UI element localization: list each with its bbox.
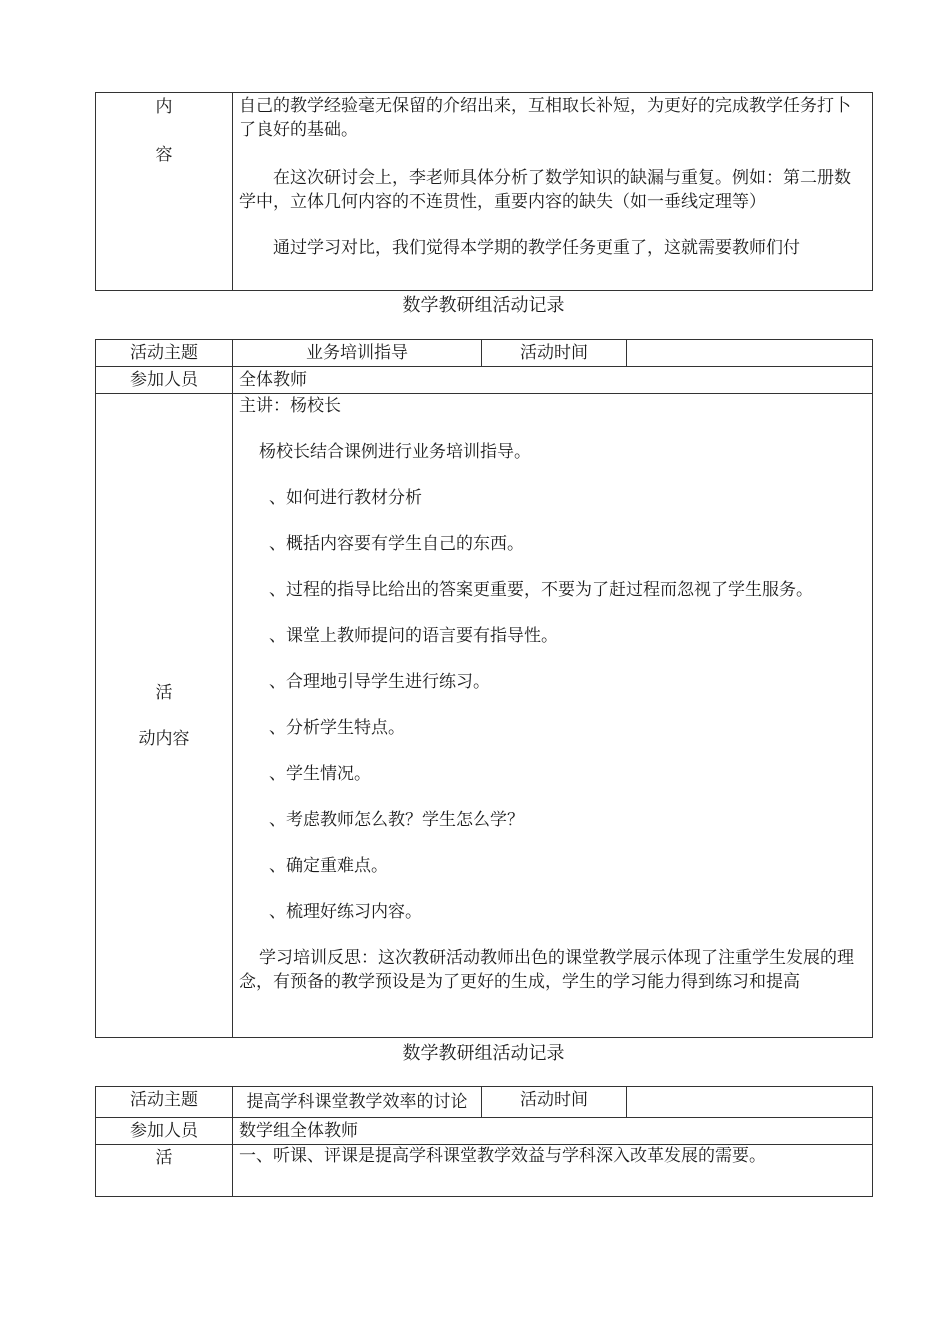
topic-value: 提高学科课堂教学效率的讨论 [233, 1087, 482, 1118]
participants-value [233, 1118, 873, 1145]
record-title-2: 数学教研组活动记录 [402, 295, 565, 316]
record-table-2 [95, 339, 873, 1038]
topic-label: 活动主题 [96, 340, 233, 367]
paragraph: 在这次研讨会上，李老师具体分析了数学知识的缺漏与重复。例如：第二册数学中，立体几何内容的不连贯性，重要内容的缺失（如一垂线定理等） [239, 168, 851, 212]
training-item: 、梳理好练习内容。 [269, 902, 422, 922]
activity-label-line-2: 动内容 [138, 728, 190, 749]
participants-label: 参加人员 [96, 367, 233, 394]
content-body-cell [233, 93, 873, 291]
participants-text: 数学组全体教师 [239, 1121, 358, 1141]
activity-content-label [96, 394, 233, 1038]
training-item: 、分析学生特点。 [269, 718, 405, 738]
activity-content-label: 活 [96, 1145, 233, 1197]
content-label-line-2: 容 [155, 145, 173, 165]
time-label: 活动时间 [482, 1087, 627, 1118]
activity-label-line-1: 活 [155, 682, 173, 703]
participants-label: 参加人员 [96, 1118, 233, 1145]
training-item: 、确定重难点。 [269, 856, 388, 876]
training-item: 、课堂上教师提问的语言要有指导性。 [269, 626, 558, 646]
training-item: 、合理地引导学生进行练习。 [269, 672, 490, 692]
topic-label: 活动主题 [96, 1087, 233, 1118]
time-value [627, 1087, 873, 1118]
paragraph: 自己的教学经验毫无保留的介绍出来，互相取长补短，为更好的完成教学任务打卜了良好的基础。 [239, 96, 851, 140]
training-item: 、概括内容要有学生自己的东西。 [269, 534, 524, 554]
content-label-line-1: 内 [155, 97, 173, 117]
activity-content-body [233, 394, 873, 1038]
activity-content-body [233, 1145, 873, 1197]
participants-text: 全体教师 [239, 370, 307, 390]
content-label-cell [96, 93, 233, 291]
intro: 杨校长结合课例进行业务培训指导。 [259, 442, 531, 462]
record-table-3 [95, 1086, 873, 1197]
reflection: 学习培训反思：这次教研活动教师出色的课堂教学展示体现了注重学生发展的理念，有预备的教学预设是为了更好的生成，学生的学习能力得到练习和提高 [239, 948, 854, 992]
training-item: 、过程的指导比给出的答案更重要，不要为了赶过程而忽视了学生服务。 [269, 580, 813, 600]
record-title-3: 数学教研组活动记录 [402, 1043, 565, 1064]
participants-value [233, 367, 873, 394]
training-item: 、如何进行教材分析 [269, 488, 422, 508]
speaker: 主讲：杨校长 [239, 396, 341, 416]
training-item: 、学生情况。 [269, 764, 371, 784]
first-line: 一、听课、评课是提高学科课堂教学效益与学科深入改革发展的需要。 [239, 1146, 766, 1166]
time-value [627, 340, 873, 367]
topic-value: 业务培训指导 [233, 340, 482, 367]
training-item: 、考虑教师怎么教？学生怎么学？ [269, 810, 524, 830]
paragraph: 通过学习对比，我们觉得本学期的教学任务更重了，这就需要教师们付 [273, 238, 800, 258]
content-table-1 [95, 92, 873, 291]
time-label: 活动时间 [482, 340, 627, 367]
